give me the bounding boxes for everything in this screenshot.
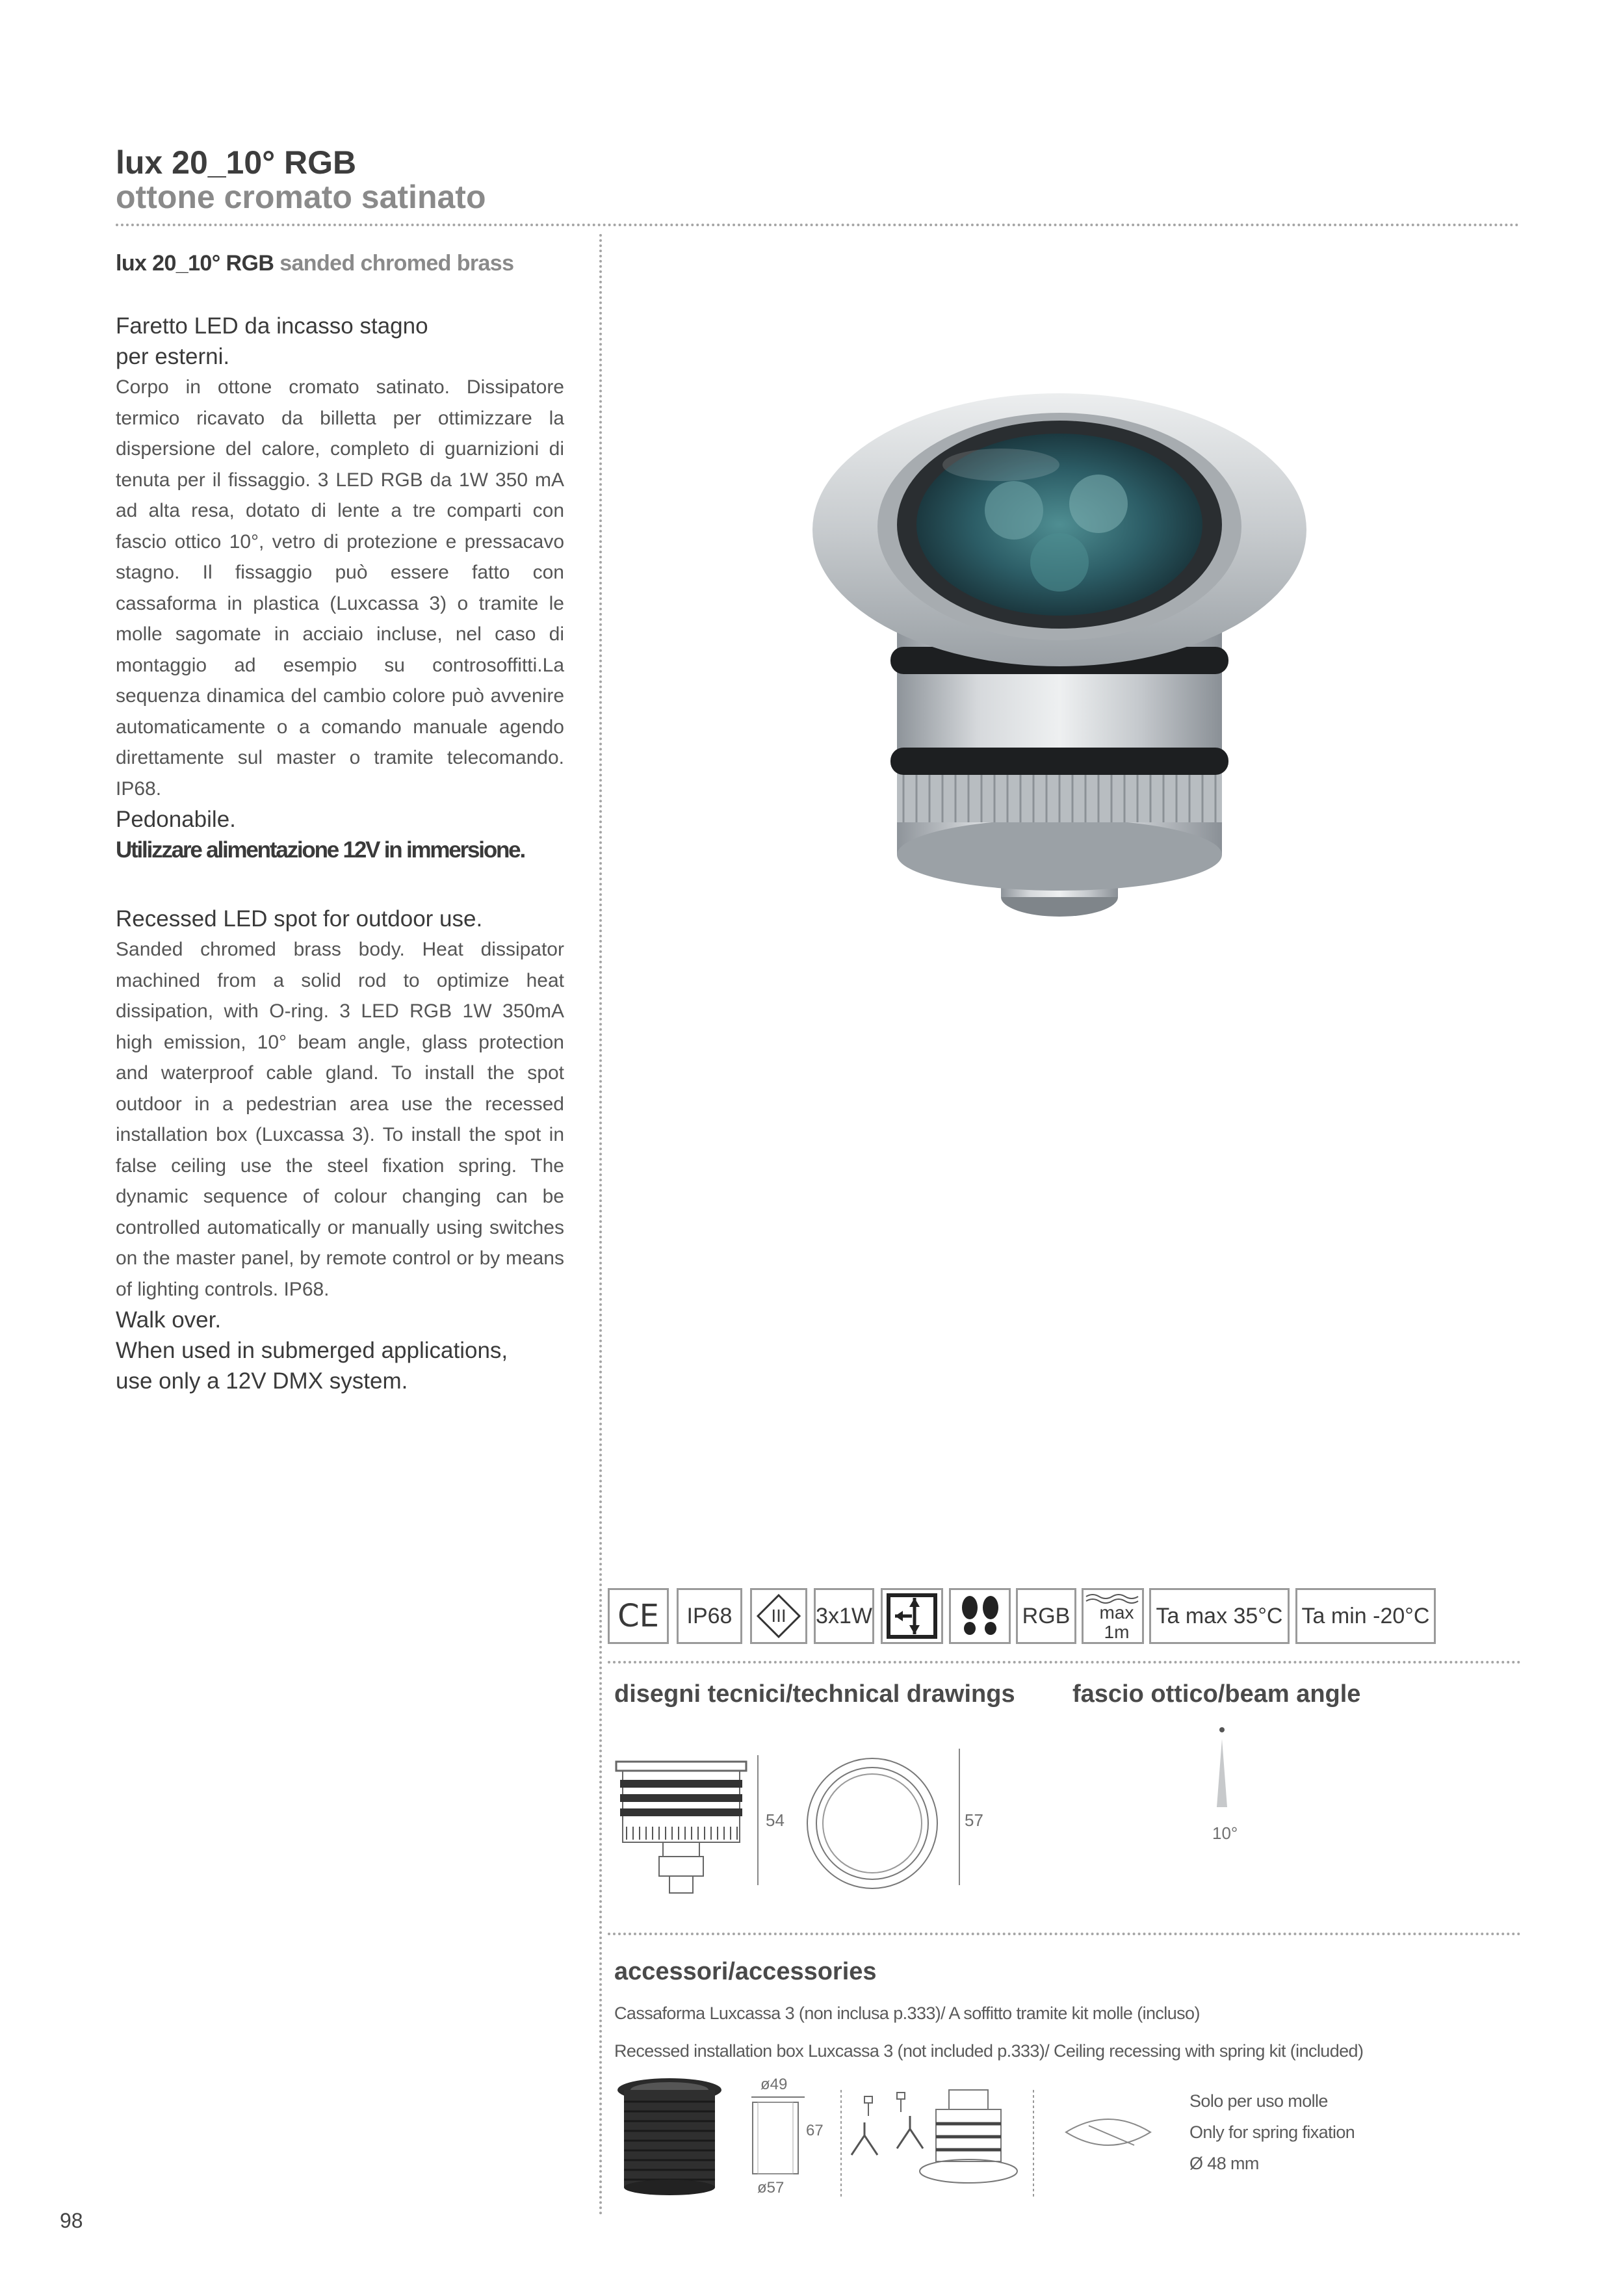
top-view-drawing [801,1752,944,1895]
diameter-dimension-line [959,1749,960,1885]
beam-title: fascio ottico/beam angle [1072,1680,1361,1708]
ta-max-badge [1149,1588,1290,1644]
luxcassa-drawing [746,2094,811,2179]
english-description [116,904,564,1396]
box-top-diameter: ø49 [760,2076,788,2093]
side-view-drawing [611,1755,760,1898]
italian-note: Utilizzare alimentazione 12V in immersione. [116,837,525,863]
product-subtitle: ottone cromato satinato [116,179,486,215]
power-rating: 3x1W [816,1603,872,1628]
ip-rating: IP68 [686,1603,733,1628]
badges-divider [608,1661,1521,1663]
rgb-badge [1016,1588,1076,1644]
italian-walk: Pedonabile. [116,807,236,832]
ta-max-label: Ta max 35°C [1156,1603,1283,1628]
ta-min-label: Ta min -20°C [1301,1603,1430,1628]
class-iii-label: III [771,1606,786,1626]
italian-lead-line-2: per esterni. [116,344,230,369]
ce-badge [608,1588,669,1644]
product-photo [767,374,1352,926]
class-iii-badge [750,1588,807,1644]
english-walk: Walk over. [116,1307,222,1333]
drawings-title: disegni tecnici/technical drawings [614,1680,1015,1708]
italian-description [116,311,564,865]
diameter-dimension: 57 [965,1810,983,1830]
english-lead: Recessed LED spot for outdoor use. [116,906,483,932]
submersion-badge [1082,1588,1144,1644]
footprints-icon [955,1593,1005,1639]
luxcassa-photo [614,2076,725,2199]
walkover-badge [949,1588,1011,1644]
column-divider [599,234,602,2217]
beam-angle-label: 10° [1212,1823,1238,1843]
ip-badge [677,1588,742,1644]
box-height: 67 [806,2122,824,2139]
subheading-name: lux 20_10° RGB [116,251,274,276]
rgb-label: RGB [1022,1603,1071,1628]
spring-kit-drawing [838,2083,1053,2200]
submersion-depth: 1m [1104,1622,1130,1642]
box-bottom-diameter: ø57 [757,2179,785,2197]
water-waves-icon [1085,1591,1141,1604]
accessory-note-it: Solo per uso molle [1189,2091,1328,2111]
product-subheading [116,249,513,278]
subheading-finish: sanded chromed brass [279,251,514,276]
ce-mark: CE [617,1598,659,1634]
recessed-badge [881,1588,943,1644]
english-note-line-1: When used in submerged applications, [116,1338,508,1363]
ta-min-badge [1295,1588,1436,1644]
page-number: 98 [60,2209,83,2232]
italian-body: Corpo in ottone cromato satinato. Dissipatore termico ricavato da billetta per ottimizzare la dispersione del calore, completo di guarnizioni di tenuta per il fissaggio. 3 LED RGB da 1W 350 mA ad alta resa, dotato di lente a tre comparti con fascio ottico 10°, vetro di protezione e pressacavo stagno. Il fissaggio può essere fatto con cassaforma in plastica (Luxcassa 3) o tramite le molle sagomate in acciaio incluse, nel caso di montaggio ad esempio su controsoffitti.La sequenza dinamica del cambio colore può avvenire automaticamente o a comando manuale agendo direttamente sul master o tramite telecomando. IP68. [116,376,564,800]
header-divider [116,224,1520,226]
beam-angle-diagram [1212,1726,1232,1810]
ceiling-hole-drawing [1063,2106,1154,2158]
recessed-install-icon [886,1593,938,1639]
accessories-line-it: Cassaforma Luxcassa 3 (non inclusa p.333)/ A soffitto tramite kit molle (incluso) [614,2003,1200,2023]
submersion-max: max [1099,1602,1134,1623]
english-body: Sanded chromed brass body. Heat dissipator machined from a solid rod to optimize heat dissipation, with O-ring. 3 LED RGB 1W 350mA high emission, 10° beam angle, glass protection and waterproof cable gland. To install the spot outdoor in a pedestrian area use the recessed installation box (Luxcassa 3). To install the spot in false ceiling use the steel fixation spring. The dynamic sequence of colour changing can be controlled automatically or manually using switches on the master panel, by remote control or by means of lighting controls. IP68. [116,939,564,1300]
drawings-divider [608,1933,1521,1935]
english-note-line-2: use only a 12V DMX system. [116,1368,408,1394]
height-dimension-line [757,1755,759,1885]
height-dimension: 54 [766,1810,785,1830]
italian-lead-line-1: Faretto LED da incasso stagno [116,313,428,339]
accessories-title: accessori/accessories [614,1958,877,1985]
accessory-note-diameter: Ø 48 mm [1189,2154,1259,2173]
accessories-line-en: Recessed installation box Luxcassa 3 (not included p.333)/ Ceiling recessing with spring kit (included) [614,2041,1364,2061]
accessory-note-en: Only for spring fixation [1189,2122,1355,2142]
product-title: lux 20_10° RGB [116,144,357,181]
power-badge [814,1588,874,1644]
